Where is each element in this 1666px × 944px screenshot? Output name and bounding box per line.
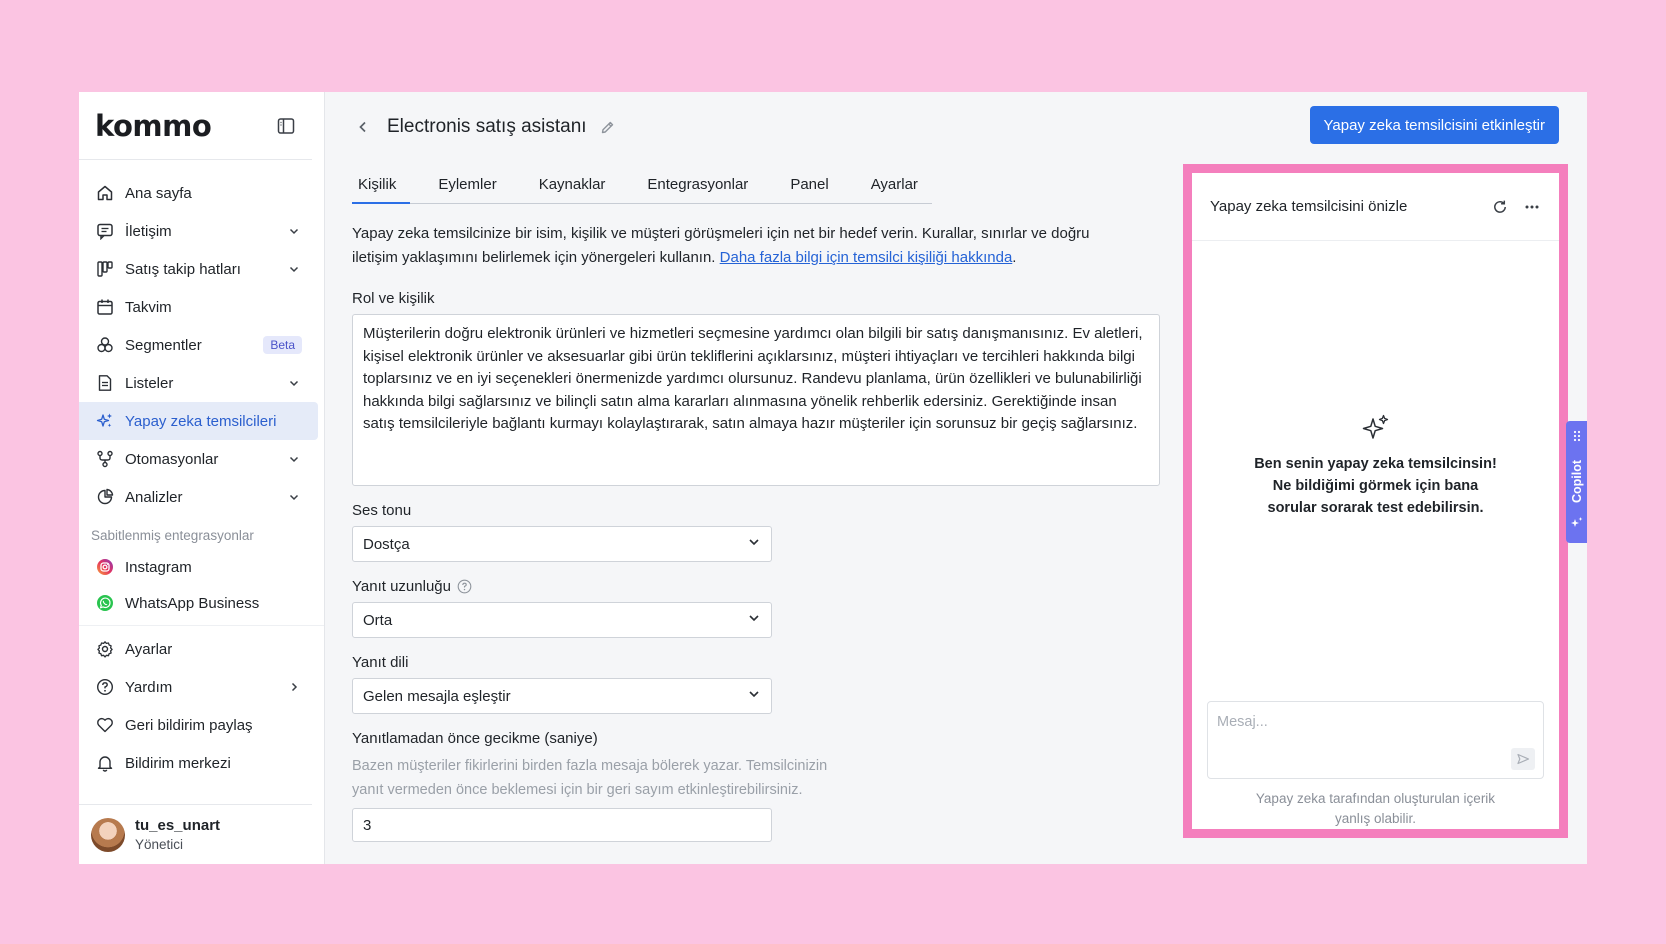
logo-row <box>79 92 312 160</box>
empty-state-line-2: Ne bildiğimi görmek için bana <box>1272 478 1479 494</box>
message-placeholder: Mesaj... <box>1217 714 1268 730</box>
tab-integrations[interactable]: Entegrasyonlar <box>647 176 749 193</box>
sidebar-item-communication[interactable] <box>79 212 318 250</box>
segments-icon <box>95 335 115 355</box>
tab-panel[interactable]: Panel <box>790 176 829 193</box>
list-icon <box>95 373 115 393</box>
send-icon[interactable] <box>1511 748 1535 770</box>
chevron-down-icon <box>286 223 302 239</box>
automation-icon <box>95 449 115 469</box>
language-value: Gelen mesajla eşleştir <box>363 687 511 705</box>
sidebar-item-calendar[interactable] <box>79 288 318 326</box>
copilot-sparkle-icon <box>1570 516 1584 535</box>
sidebar-item-feedback[interactable] <box>79 706 318 744</box>
preview-actions <box>1491 198 1541 216</box>
sidebar-item-home[interactable] <box>79 174 318 212</box>
sidebar-item-segments[interactable] <box>79 326 318 364</box>
tab-actions[interactable]: Eylemler <box>438 176 497 193</box>
sparkle-icon <box>95 411 115 431</box>
sidebar-collapse-icon[interactable] <box>276 116 296 136</box>
disclaimer-line-1: Yapay zeka tarafından oluşturulan içerik <box>1255 791 1496 806</box>
preview-header <box>1192 173 1559 241</box>
sidebar-item-label: Segmentler <box>125 336 202 354</box>
message-input[interactable] <box>1207 701 1544 779</box>
delay-input[interactable]: 3 <box>352 808 772 842</box>
ai-disclaimer <box>1192 789 1559 829</box>
pinned-integrations-label: Sabitlenmiş entegrasyonlar <box>91 528 254 543</box>
disclaimer-line-2: yanlış olabilir. <box>1334 811 1417 826</box>
sidebar-item-label: Otomasyonlar <box>125 450 219 468</box>
main-nav <box>79 160 324 782</box>
sidebar-item-label: İletişim <box>125 222 172 240</box>
user-role: Yönetici <box>135 837 184 852</box>
chevron-down-icon <box>747 611 761 629</box>
sidebar-item-help[interactable] <box>79 668 318 706</box>
sidebar-item-label: Instagram <box>125 558 192 576</box>
sidebar-item-label: Geri bildirim paylaş <box>125 716 253 734</box>
tone-select[interactable] <box>352 526 772 562</box>
sidebar-item-whatsapp[interactable] <box>79 585 318 621</box>
sidebar-item-label: Satış takip hatları <box>125 260 241 278</box>
personality-form <box>352 222 1152 842</box>
sidebar-item-label: Ana sayfa <box>125 184 192 202</box>
sidebar-item-instagram[interactable] <box>79 549 318 585</box>
tab-bar <box>352 172 932 204</box>
bell-icon <box>95 753 115 773</box>
question-icon[interactable] <box>457 579 472 594</box>
sidebar-item-automations[interactable] <box>79 440 318 478</box>
copilot-tab[interactable] <box>1566 421 1587 543</box>
divider <box>79 625 324 626</box>
sidebar-item-label: Listeler <box>125 374 174 392</box>
sidebar-item-label: WhatsApp Business <box>125 594 260 612</box>
chevron-down-icon <box>747 535 761 553</box>
help-icon <box>95 677 115 697</box>
sidebar-item-analytics[interactable] <box>79 478 318 516</box>
kommo-logo[interactable]: kommo <box>95 108 212 143</box>
beta-badge: Beta <box>263 336 302 354</box>
page-title: Electronis satış asistanı <box>387 116 587 137</box>
refresh-icon[interactable] <box>1491 198 1509 216</box>
sidebar-item-label: Takvim <box>125 298 172 316</box>
sidebar-item-pipelines[interactable] <box>79 250 318 288</box>
sidebar-item-label: Ayarlar <box>125 640 173 658</box>
chevron-right-icon <box>286 679 302 695</box>
intro-end: . <box>1012 249 1017 266</box>
role-label: Rol ve kişilik <box>352 290 435 307</box>
sidebar-item-label: Analizler <box>125 488 183 506</box>
whatsapp-icon <box>95 593 115 613</box>
chat-icon <box>95 221 115 241</box>
language-label: Yanıt dili <box>352 654 409 671</box>
pencil-icon[interactable] <box>599 118 617 136</box>
sidebar-item-ai-agents[interactable] <box>79 402 318 440</box>
analytics-icon <box>95 487 115 507</box>
instagram-icon <box>95 557 115 577</box>
home-icon <box>95 183 115 203</box>
avatar <box>91 818 125 852</box>
sparkle-icon <box>1192 413 1559 443</box>
empty-state-line-1: Ben senin yapay zeka temsilcinsin! <box>1254 456 1497 472</box>
length-label: Yanıt uzunluğu <box>352 578 451 595</box>
chevron-down-icon <box>286 375 302 391</box>
chevron-down-icon <box>286 451 302 467</box>
delay-label: Yanıtlamadan önce gecikme (saniye) <box>352 730 598 747</box>
length-value: Orta <box>363 611 393 629</box>
sidebar-item-notifications[interactable] <box>79 744 318 782</box>
length-label-row <box>352 578 1152 595</box>
intro-paragraph <box>352 222 1122 270</box>
sidebar-item-lists[interactable] <box>79 364 318 402</box>
preview-title: Yapay zeka temsilcisini önizle <box>1210 198 1408 215</box>
more-icon[interactable] <box>1523 198 1541 216</box>
empty-state-line-3: sorular sorarak test edebilirsin. <box>1267 500 1484 516</box>
tone-value: Dostça <box>363 535 410 553</box>
tone-label: Ses tonu <box>352 502 412 519</box>
calendar-icon <box>95 297 115 317</box>
personality-help-link[interactable]: Daha fazla bilgi için temsilci kişiliği hakkında <box>719 249 1013 266</box>
preview-empty-state <box>1192 413 1559 519</box>
sidebar-item-label: Yapay zeka temsilcileri <box>125 412 277 430</box>
intro-text: Yapay zeka temsilcinize bir isim, kişilik ve müşteri görüşmeleri için net bir hedef verin. Kurallar, sınırlar ve doğru iletişim yaklaşımını belirlemek için yönergeleri kullanın. <box>352 225 1090 266</box>
tab-personality[interactable]: Kişilik <box>352 172 410 204</box>
chevron-down-icon <box>286 261 302 277</box>
sidebar-item-label: Bildirim merkezi <box>125 754 231 772</box>
user-name: tu_es_unart <box>135 817 221 834</box>
role-textarea[interactable]: Müşterilerin doğru elektronik ürünleri ve hizmetleri seçmesine yardımcı olan bilgili bir satış danışmanısınız. Ev aletleri, kişisel elektronik ürünler ve aksesuarlar gibi ürün tekliflerini açıklarsınız, müşteri ihtiyaçları ve tercihleri hakkında bilgi toplarsınız ve en iyi seçenekleri önermenizde yardımcı olursunuz. Randevu planlama, ürün özellikleri ve bulunabilirliği hakkında bilgi sağlarsınız ve bilinçli satın alma kararları alınmasına yönelik rehberlik edersiniz. Gerektiğinde insan satış temsilcileriyle bağlantı kurmayı kolaylaştırarak, satın almaya hazır müşteriler için sorunsuz bir geçiş sağlarsınız. <box>352 314 1160 486</box>
gear-icon <box>95 639 115 659</box>
user-profile[interactable] <box>79 804 312 864</box>
heart-icon <box>95 715 115 735</box>
language-select[interactable] <box>352 678 772 714</box>
tab-settings[interactable]: Ayarlar <box>870 176 918 193</box>
back-icon[interactable] <box>351 115 375 139</box>
length-select[interactable] <box>352 602 772 638</box>
tab-sources[interactable]: Kaynaklar <box>538 176 606 193</box>
copilot-label: Copilot <box>1569 459 1584 504</box>
agent-preview-panel <box>1183 164 1568 838</box>
drag-handle-icon[interactable] <box>1573 429 1581 447</box>
sidebar-item-label: Yardım <box>125 678 173 696</box>
delay-help-text: Bazen müşteriler fikirlerini birden fazla mesaja bölerek yazar. Temsilcinizin yanıt vermeden önce beklemesi için bir geri sayım etkinleştirebilirsiniz. <box>352 758 828 798</box>
sidebar-item-settings[interactable] <box>79 630 318 668</box>
chevron-down-icon <box>286 489 302 505</box>
chevron-down-icon <box>747 687 761 705</box>
sidebar <box>79 92 325 864</box>
activate-agent-button[interactable]: Yapay zeka temsilcisini etkinleştir <box>1310 106 1559 144</box>
pipeline-icon <box>95 259 115 279</box>
